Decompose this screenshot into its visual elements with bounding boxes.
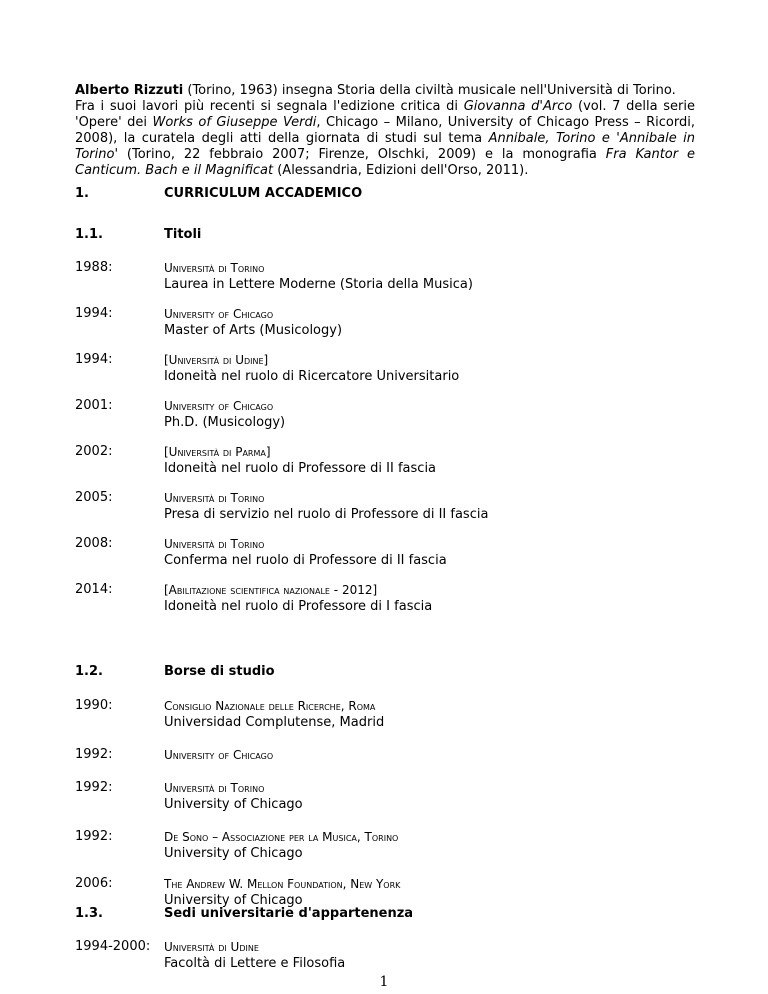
sedi-year: 1994-2000: (75, 939, 151, 954)
sedi-institution: Università di Udine (164, 940, 259, 954)
author-name: Alberto Rizzuti (75, 83, 184, 98)
page-number: 1 (379, 974, 389, 990)
intro-paragraph: Alberto Rizzuti (Torino, 1963) insegna Storia della civiltà musicale nell'Università di Torino. Fra i suoi lavori più recenti si segnala l'edizione critica di Giovanna d'Arco (vol. 7 della serie 'Opere' dei Works of Giuseppe Verdi, Chicago – Milano, University of Chicago Press – Ricordi, 2008), la curatela degli atti della giornata di studi sul tema Annibale, Torino e 'Annibale in Torino' (Torino, 22 febbraio 2007; Firenze, Olschki, 2009) e la monografia Fra Kantor e Canticum. Bach e il Magnificat (Alessandria, Edizioni dell'Orso, 2011). (75, 83, 695, 178)
sedi-description: Facoltà di Lettere e Filosofia (164, 956, 346, 971)
document-page: Alberto Rizzuti (Torino, 1963) insegna Storia della civiltà musicale nell'Università di Torino. Fra i suoi lavori più recenti si segnala l'edizione critica di Giovanna d'Arco (vol. 7 della serie 'Opere' dei Works of Giuseppe Verdi, Chicago – Milano, University of Chicago Press – Ricordi, 2008), la curatela degli atti della giornata di studi sul tema Annibale, Torino e 'Annibale in Torino' (Torino, 22 febbraio 2007; Firenze, Olschki, 2009) e la monografia Fra Kantor e Canticum. Bach e il Magnificat (Alessandria, Edizioni dell'Orso, 2011). 1. CURRICULUM ACCADEMICO 1.1. Titoli 1988: Università di Torino Laurea in Lettere Moderne (Storia della Musica) 1994: University of Chicago Master of Arts (Musicology) 1994: [Università di Udine] Idoneità nel ruolo di Ricercatore Universitario 2001: University of Chicago Ph.D. (Musicology) 2002: [Università di Parma] Idoneità nel ruolo di Professore di II fascia 2005: Università di Torino Presa di servizio nel ruolo di Professore di II fascia 2008: Università di Torino Conferma nel ruolo di Professore di II fascia 2014: [Abilitazione scientifica nazionale - 2012] Idoneità nel ruolo di Professore di I fascia 1.2. Borse di studio 1990: Consiglio Nazionale delle Ricerche, Roma Universidad Complutense, Madrid 1992: University of Chicago 1992: Università di Torino University of Chicago 1992: De Sono – Associazione per la Musica, Torino University of Chicago 2006: The Andrew W. Mellon Foundation, New York University of Chicago 1.3. Sedi universitarie d'appartenenza 1 1994-2000: Università di Udine Facoltà di Lettere e Filosofia (0, 0, 768, 994)
